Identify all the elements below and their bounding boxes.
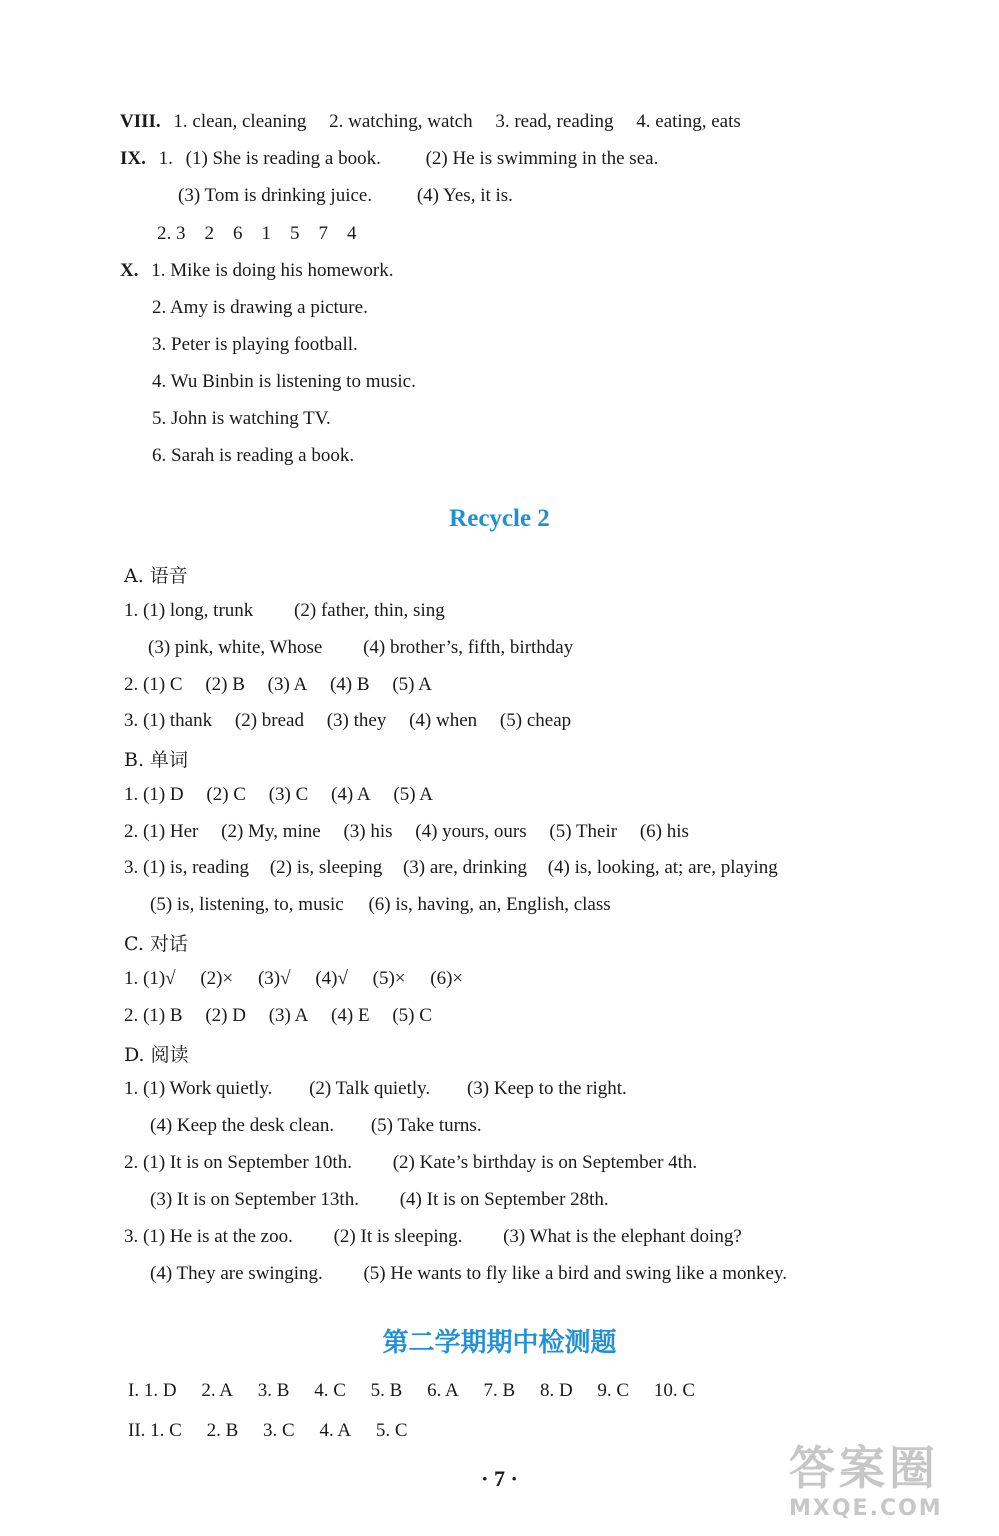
answer: (2) B: [205, 674, 245, 695]
answer: 3. C: [263, 1420, 295, 1441]
answer: 2. (1) It is on September 10th.: [124, 1152, 352, 1173]
sec9-line1: [120, 147, 658, 171]
d3-line1: [124, 1225, 742, 1249]
answer: (4) E: [331, 1005, 370, 1026]
sec9-label: IX.: [120, 148, 146, 169]
page-number: · 7 ·: [481, 1466, 518, 1491]
answer: (2) It is sleeping.: [333, 1226, 463, 1247]
answer: (4) A: [331, 784, 371, 805]
answer: 7. B: [483, 1380, 516, 1401]
answer: (2) bread: [234, 710, 304, 731]
answer: 4. C: [314, 1380, 346, 1401]
midterm-title: 第二学期期中检测题: [382, 1328, 617, 1358]
answer: (2) Talk quietly.: [309, 1078, 431, 1099]
sec8-item: 2. watching, watch: [329, 111, 473, 132]
answer: (3) A: [267, 674, 308, 695]
watermark-bottom: MXQE.COM: [789, 1496, 943, 1521]
answer: (4) Keep the desk clean.: [150, 1115, 335, 1136]
sec8-item: 4. eating, eats: [636, 111, 741, 132]
answer: 5. C: [375, 1420, 408, 1441]
d2-line1: [124, 1151, 697, 1175]
answer: 10. C: [653, 1380, 696, 1401]
sec8-item: 3. read, reading: [495, 111, 614, 132]
answer: (2) My, mine: [221, 821, 321, 842]
a3-line: [124, 709, 571, 733]
a1-line2: [148, 636, 573, 660]
midterm-ii-line: [128, 1419, 408, 1443]
answer: 2. B: [206, 1420, 239, 1441]
answer: (3) pink, white, Whose: [148, 637, 323, 658]
d1-line1: [124, 1077, 627, 1101]
answer: 2. (1) B: [124, 1005, 183, 1026]
sec8-item: 1. clean, cleaning: [173, 111, 307, 132]
sec9-answer: (1) She is reading a book.: [185, 148, 381, 169]
answer: (5) A: [392, 674, 432, 695]
answer: 2. (1) C: [124, 674, 183, 695]
answer: (3) What is the elephant doing?: [503, 1226, 742, 1247]
watermark-top: 答案圈: [789, 1441, 939, 1495]
answer: (2) C: [206, 784, 246, 805]
answer: (4) when: [409, 710, 478, 731]
answer: (5) C: [392, 1005, 432, 1026]
sec9-answer: (3) Tom is drinking juice.: [178, 185, 373, 206]
answer: (4) B: [329, 674, 370, 695]
answer: (5) A: [393, 784, 433, 805]
b2-line: [124, 820, 689, 844]
answer: (2) D: [205, 1005, 246, 1026]
sec10-item: 1. Mike is doing his homework.: [151, 260, 394, 281]
answer: (5) He wants to fly like a bird and swing like a monkey.: [363, 1263, 787, 1284]
sec10-line1: [120, 259, 393, 283]
answer: (2) Kate’s birthday is on September 4th.: [392, 1152, 698, 1173]
answer: (2) father, thin, sing: [294, 600, 445, 621]
answer: (3) they: [326, 710, 387, 731]
answer: 1. (1)√: [124, 968, 176, 989]
answer: II. 1. C: [128, 1420, 182, 1441]
answer: (2) is, sleeping: [269, 857, 383, 878]
answer: 1. (1) long, trunk: [124, 600, 254, 621]
answer: (6)×: [430, 968, 464, 989]
section-title-a: A. 语音: [124, 565, 188, 587]
answer: (3)√: [257, 968, 291, 989]
b3-line2: [150, 893, 611, 917]
answer: 4. A: [319, 1420, 352, 1441]
answer: I. 1. D: [128, 1380, 177, 1401]
answer: (3) Keep to the right.: [466, 1078, 627, 1099]
answer: (3) A: [268, 1005, 309, 1026]
answer: 1. (1) Work quietly.: [124, 1078, 273, 1099]
sec10-item: 6. Sarah is reading a book.: [152, 445, 355, 466]
answer: (5) Their: [549, 821, 618, 842]
answer: 1. (1) D: [124, 784, 184, 805]
answer: 3. B: [257, 1380, 290, 1401]
answer: 2. (1) Her: [124, 821, 199, 842]
recycle-title: Recycle 2: [449, 505, 550, 532]
answer: (6) is, having, an, English, class: [368, 894, 611, 915]
sec9-answer: (2) He is swimming in the sea.: [425, 148, 659, 169]
sec9-line2: [178, 184, 513, 208]
answer: (5) is, listening, to, music: [150, 894, 344, 915]
answer: 3. (1) is, reading: [124, 857, 250, 878]
answer: 9. C: [597, 1380, 630, 1401]
answer: (4) is, looking, at; are, playing: [547, 857, 778, 878]
answer: (5) cheap: [499, 710, 572, 731]
b1-line: [124, 783, 433, 807]
answer: (2)×: [200, 968, 234, 989]
answer: (3) are, drinking: [402, 857, 527, 878]
section-title-c: C. 对话: [124, 933, 188, 955]
sec9-q1-num: 1.: [158, 148, 173, 169]
answer: (4) It is on September 28th.: [399, 1189, 609, 1210]
answer: (5)×: [372, 968, 406, 989]
answer: (3) C: [268, 784, 309, 805]
answer: 2. A: [201, 1380, 233, 1401]
answer: (5) Take turns.: [370, 1115, 482, 1136]
sec9-q2: 2. 3 2 6 1 5 7 4: [157, 223, 357, 244]
sec10-item: 4. Wu Binbin is listening to music.: [152, 371, 416, 392]
a2-line: [124, 673, 432, 697]
d2-line2: [150, 1188, 609, 1212]
answer: (4)√: [315, 968, 348, 989]
answer: (4) yours, ours: [415, 821, 527, 842]
answer: 3. (1) He is at the zoo.: [124, 1226, 293, 1247]
c2-line: [124, 1004, 432, 1028]
sec10-item: 2. Amy is drawing a picture.: [152, 297, 368, 318]
sec10-label: X.: [120, 260, 139, 281]
answer: 8. D: [539, 1380, 573, 1401]
a1-line1: [124, 599, 445, 623]
section-title-d: D. 阅读: [124, 1044, 189, 1066]
answer: (3) his: [343, 821, 393, 842]
sec9-answer: (4) Yes, it is.: [416, 185, 513, 206]
c1-line: [124, 967, 463, 991]
sec8-label: VIII.: [120, 111, 161, 132]
sec10-item: 3. Peter is playing football.: [152, 334, 358, 355]
answer: (6) his: [639, 821, 689, 842]
midterm-i-line: [128, 1379, 695, 1403]
watermark-logo: [789, 1440, 989, 1530]
answer: 6. A: [427, 1380, 459, 1401]
answer: 5. B: [370, 1380, 403, 1401]
d3-line2: [150, 1262, 787, 1286]
section-title-b: B. 单词: [124, 749, 189, 771]
answer: (3) It is on September 13th.: [150, 1189, 359, 1210]
answer: (4) They are swinging.: [150, 1263, 323, 1284]
d1-line2: [150, 1114, 482, 1138]
sec8-line: [120, 110, 741, 134]
answer: 3. (1) thank: [124, 710, 213, 731]
sec10-item: 5. John is watching TV.: [152, 408, 331, 429]
answer: (4) brother’s, fifth, birthday: [363, 637, 574, 658]
b3-line1: [124, 856, 778, 880]
